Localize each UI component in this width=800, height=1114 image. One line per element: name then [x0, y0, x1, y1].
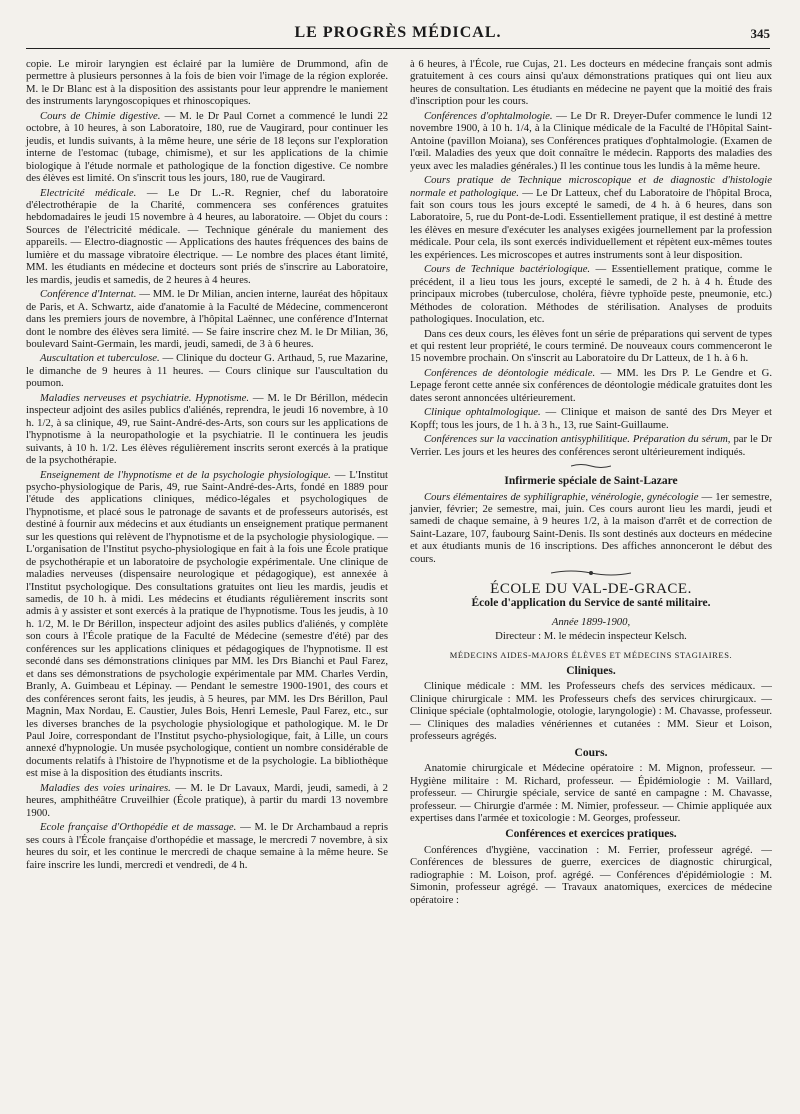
article-paragraph [26, 392, 388, 467]
article-body: — Le Dr R. Dreyer-Dufer commence le lundi 12 novembre 1900, à 10 h. 1/4, à la Clinique médicale de la Faculté de l'Hôpital Saint-Antoine (pavillon Moiana), ses Conférences pratiques d'ophtalmologie. (Examen de l'œil. Maladies des yeux que doit connaître le médecin. Rapports des maladies des yeux avec les maladies générales.) Il les continue tous les lundis à la même heure. [410, 109, 772, 172]
ornament-divider [410, 568, 772, 577]
article-body: — Essentiellement pratique, comme le précédent, il a lieu tous les jours, excepté le samedi, de 2 h. à 4 h. Étude des principaux microbes (tuberculose, choléra, fièvre typhoïde peste, pneumonie, etc.) Méthodes de coloration. Méthodes de stérilisation. Analyses de produits pathologiques. Inoculation, etc. [410, 263, 772, 326]
article-body: — M. le Dr Paul Cornet a commencé le lundi 22 octobre, à 10 heures, à son Laboratoire, 180, rue de Vaugirard, pour continuer les jeudis, et lundis suivants, à la même heure, une série de 18 leçons sur l'exploration interne de l'estomac (tubage, chimisme), et sur les applications de la chimie biologique à l'étude normale et pathologique de la fonction digestive. Ce nombre des élèves est limité. On s'inscrit tous les jours, 180, rue de Vaugirard. [26, 109, 388, 185]
academic-year: Année 1899-1900, [551, 615, 631, 628]
article-paragraph [410, 433, 772, 458]
article-paragraph [26, 110, 388, 185]
audience-line: MÉDECINS AIDES-MAJORS ÉLÈVES ET MÉDECINS STAGIAIRES. [449, 649, 733, 660]
article-paragraph [410, 406, 772, 431]
page-number: 345 [750, 26, 770, 41]
director-line: Directeur : M. le médecin inspecteur Kelsch. [495, 630, 687, 643]
article-paragraph [26, 187, 388, 287]
article-body: — MM. les Drs P. Le Gendre et G. Lepage feront cette année six conférences de déontologie médicale gratuites dont les dates seront annoncées ultérieurement. [410, 366, 772, 404]
article-paragraph [26, 288, 388, 350]
article-heading: Maladies des voies urinaires. [40, 781, 171, 794]
article-paragraph [26, 821, 388, 871]
article-heading: Cours de Chimie digestive. [40, 109, 161, 122]
article-heading: Cours de Technique bactériologique. [424, 263, 591, 276]
article-body: — Le Dr L.-R. Regnier, chef du laboratoire d'électrothérapie de la Charité, commencera ses conférences gratuites hebdomadaires le jeudi 15 novembre à 4 heures, au laboratoire. — Objet du cours : Sources de l'électricité médicale. — Technique générale du maniement des appareils. — Electro-diagnostic — Applications des hautes fréquences des bains de lumière et du massage vibratoire électrique. — Le nombre des places étant limité, MM. les étudiants en médecine et docteurs sont priés de s'inscrire au Laboratoire, les mardis, jeudis et samedis, de 2 heures à 4 heures. [26, 186, 388, 286]
article-body: — MM. le Dr Milian, ancien interne, lauréat des hôpitaux de Paris, et A. Schwartz, aide d'anatomie à la Faculté de Médecine, commenceront dans les premiers jours de novembre, à l'hôpital Laënnec, une conférence d'Internat dont le nombre des élèves sera limité. — Se faire inscrire chez M. le Dr Milian, 36, boulevard Saint-Germain, les mardi, jeudi, samedi, de 3 à 6 heures. [26, 288, 388, 350]
section-subtitle: École d'application du Service de santé militaire. [471, 597, 711, 610]
subsection-title: Conférences et exercices pratiques. [505, 828, 677, 841]
article-paragraph: Dans ces deux cours, les élèves font un série de préparations qui servent de types et qui restent leur propriété, le cours terminé. De nouveaux cours commenceront le 15 novembre prochain. On s'inscrit au Laboratoire du Dr Latteux, de 1 h. à 6 h. [410, 327, 772, 365]
article-heading: Ecole française d'Orthopédie et de massage. [40, 821, 237, 834]
section-title: Infirmerie spéciale de Saint-Lazare [504, 475, 678, 488]
article-paragraph [410, 263, 772, 325]
article-body: — Clinique et maison de santé des Drs Meyer et Kopff; tous les jours, de 1 h. à 3 h., 13, rue Saint-Guillaume. [410, 406, 772, 431]
article-body: par le Dr Verrier. Les jours et les heures des conférences seront ultérieurement indiqués. [410, 433, 772, 458]
article-paragraph: Conférences d'hygiène, vaccination : M. Ferrier, professeur agrégé. — Conférences de blessures de guerre, exercices de diagnostic chirurgical, radiographie : M. Loison, prof. agrégé. — Conférences d'épidémiologie : M. Simonin, professeur agrégé. — Travaux anatomiques, exercices de médecine opératoire : [410, 843, 772, 906]
article-heading: Conférences sur la vaccination antisyphilitique. Préparation du sérum, [424, 433, 731, 446]
page-header [26, 20, 770, 49]
article-paragraph [410, 110, 772, 172]
article-heading: Clinique ophtalmologique. [424, 406, 541, 419]
article-heading: Maladies nerveuses et psychiatrie. Hypnotisme. [40, 391, 250, 404]
article-paragraph [410, 367, 772, 404]
article-paragraph [410, 491, 772, 566]
article-paragraph: Clinique médicale : MM. les Professeurs chefs des services médicaux. — Clinique chirurgicale : MM. les Professeurs chefs des services chirurgicaux. — Clinique spéciale (ophtalmologie, otologie, laryngologie) : M. Chavasse, professeur. — Cliniques des maladies vénériennes et cutanées : MM. Sieur et Loison, professeurs agrégés. [410, 680, 772, 743]
article-paragraph: à 6 heures, à l'École, rue Cujas, 21. Les docteurs en médecine français sont admis gratuitement à ces cours ainsi qu'aux démonstrations pratiques qui ont lieu aux heures de consultation. Les étudiants en médecine ne payent que la moitié des frais d'inscription pour les cours. [410, 58, 772, 108]
article-paragraph [26, 782, 388, 819]
ornament-icon [551, 569, 631, 577]
article-paragraph [410, 174, 772, 261]
ornament-icon [571, 463, 611, 469]
article-body: — Le Dr Latteux, chef du Laboratoire de l'hôpital Broca, fait son cours tous les jours excepté le samedi, de 4 h. à 6 heures, dans son Laboratoire, 5, rue du Pont-de-Lodi. Essentiellement pratique, il est destiné à mettre les élèves en mesure d'exécuter les analyses exigées journellement par la profession médicale. Pour cela, ils sont exercés individuellement et répètent eux-mêmes toutes les expériences. Les microscopes et autres instruments sont à leur disposition. [410, 186, 772, 261]
article-body: — Clinique du docteur G. Arthaud, 5, rue Mazarine, le dimanche de 9 heures à 11 heures. — Cours clinique sur l'auscultation du poumon. [26, 352, 388, 390]
article-heading: Auscultation et tuberculose. [40, 352, 160, 365]
article-paragraph [26, 352, 388, 389]
left-column [26, 58, 388, 873]
article-heading: Cours pratique de Technique microscopique et de diagnostic d'histologie normale et pathologique. [410, 174, 772, 199]
section-title: ÉCOLE DU VAL-DE-GRACE. [490, 580, 692, 597]
journal-title: LE PROGRÈS MÉDICAL. [294, 24, 502, 41]
article-paragraph [26, 469, 388, 780]
article-body: — M. le Dr Lavaux, Mardi, jeudi, samedi, à 2 heures, amphithéâtre Cruveilhier (École pratique), à partir du mardi 13 novembre 1900. [26, 781, 388, 819]
article-paragraph: Anatomie chirurgicale et Médecine opératoire : M. Mignon, professeur. — Hygiène militaire : M. Richard, professeur. — Épidémiologie : M. Vaillard, professeur. — Chirurgie spéciale, service de santé en campagne : M. Chavasse, professeur. — Chirurgie d'armée : M. Nimier, professeur. — Chimie appliquée aux expertises dans l'armée et toxicologie : M. Georges, professeur. [410, 762, 772, 825]
article-heading: Conférences de déontologie médicale. [424, 366, 596, 379]
article-heading: Conférences d'ophtalmologie. [424, 109, 553, 122]
article-body: — L'Institut psycho-physiologique de Paris, 49, rue Saint-André-des-Arts, fondé en 1889 pour l'étude des applications cliniques, médico-légales et psychologiques de l'hypnotisme, et placé sous le patronage de savants et de professeurs autorisés, est destiné à fournir aux médecins et aux étudiants un enseignement pratique permanent sur les questions qui relèvent de l'hypnotisme et de la psychologie physiologique. — L'organisation de l'Institut psycho-physiologique en fait à la fois une École pratique de psychothérapie et un laboratoire de psychologie expérimentale. Une clinique de maladies nerveuses (dispensaire neurologique et pédagogique), est annexée à l'Institut psychologique. Des consultations gratuites ont lieu les mardis, jeudis et samedis, de 10 h. à midi. Les médecins et étudiants régulièrement inscrits sont admis à y assister et sont exercés à la pratique de l'hypnotisme. Tous les jeudis, à 10 h. 1/2, M. le Dr Bérillon, inspecteur adjoint des asiles publics d'aliénés, y complète son cours à l'École pratique de la Faculté de Médecine (semestre d'été) par des conférences sur les applications cliniques et pédagogiques de l'hypnotisme. Il est secondé dans ses démonstrations cliniques par MM. les Drs Bianchi et Paul Farez, et dans ses démonstrations de psychologie expérimentale par MM. Charles Verdin, Branly, A. Guimbeau et Lépinay. — Pendant le semestre 1900-1901, des cours et des conférences seront faits, les jeudis, à 5 heures, par MM. les Drs Bérillon, Paul Magnin, Max Nordau, E. Caustier, Jules Bois, Henri Lemesle, Paul Farez, etc., sur les diverses branches de la psychologie physiologique et pathologique. M. le Dr Paul Joire, correspondant de l'Institut psycho-physiologique, fait, à Lille, un cours annexé d'hypnologie. Un musée psychologique, contient un nombre considérable de documents relatifs à l'histoire de l'hypnotisme et de la psychologie. La bibliothèque est mise à la disposition des étudiants inscrits. [26, 468, 389, 780]
article-heading: Electricité médicale. [40, 186, 137, 199]
article-heading: Enseignement de l'hypnotisme et de la psychologie physiologique. [40, 468, 331, 481]
ornament-divider [410, 461, 772, 469]
subsection-title: Cliniques. [566, 665, 616, 678]
article-body: — 1er semestre, janvier, février; 2e semestre, mai, juin. Ces cours auront lieu les mardi, jeudi et samedi de chaque semaine, à 9 heures 1/2, à la maison d'arrêt et de correction de Saint-Lazare, 107, faubourg Saint-Denis. Ils sont destinés aux docteurs en médecine et aux étudiants munis de 16 inscriptions. Des affiches annonceront le début des cours. [410, 490, 772, 565]
subsection-title: Cours. [574, 746, 608, 759]
article-body: — M. le Dr Bérillon, médecin inspecteur adjoint des asiles publics d'aliénés, reprendra, le jeudi 16 novembre, à 10 h. 1/2, à sa clinique, 49, rue Saint-André-des-Arts, son cours sur les applications de l'hypnotisme à la neuropathologie et la psychiatrie. Il le continuera les jeudis suivants, à 10 h. 1/2. Les élèves régulièrement inscrits seront exercés à la pratique de la psychothérapie. [26, 391, 388, 467]
article-heading: Conférence d'Internat. [40, 288, 137, 301]
article-body: — M. le Dr Archambaud a repris ses cours à l'École française d'orthopédie et massage, le mercredi 7 novembre, à six heures du soir, et les continue le mercredi de chaque semaine à la même heure. Se faire inscrire les lundi, mercredi et vendredi, de 4 h. [26, 821, 388, 871]
article-paragraph: copie. Le miroir laryngien est éclairé par la lumière de Drummond, afin de permettre à plusieurs personnes à la fois de bien voir l'image de la région explorée. M. le Dr Blanc est à la disposition des assistants pour leur apprendre le maniement des instruments laryngoscopiques et rhinoscopiques. [26, 58, 388, 108]
article-heading: Cours élémentaires de syphiligraphie, vénérologie, gynécologie [424, 490, 699, 503]
right-column [410, 58, 772, 908]
